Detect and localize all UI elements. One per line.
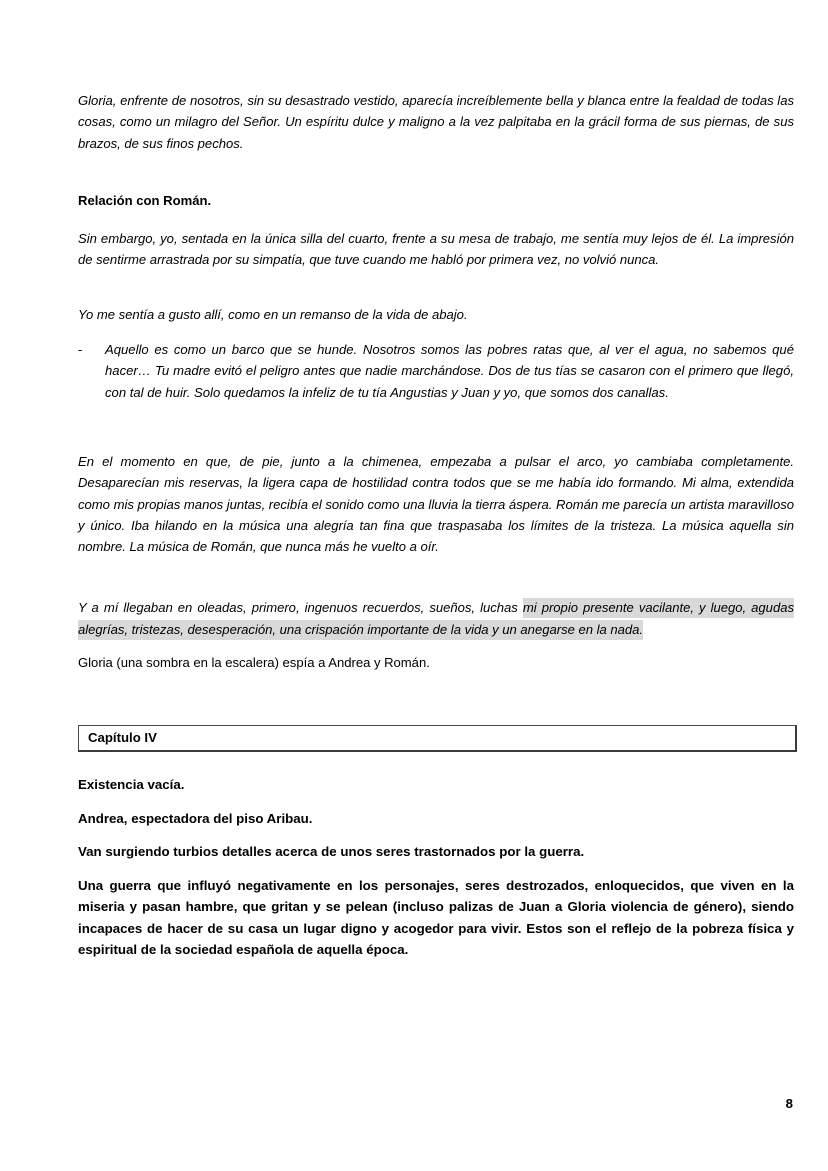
dash-bullet-marker: - xyxy=(78,342,83,358)
list-item-text: Aquello es como un barco que se hunde. Nosotros somos las pobres ratas que, al ver el agua, no sabemos qué hacer… Tu madre evitó el peligro antes que nadie marchándose. Dos de tus tías se casaron con el primero que llegó, con tal de huir. Solo quedamos la infeliz de tu tía Angustias y Juan y yo, que somos dos canallas. xyxy=(105,342,794,400)
highlighted-text-run: mi propio presente vacilante, y luego, agudas alegrías, tristezas, desesperación, una crispación importante de la vida y un anegarse en la nada. xyxy=(78,598,794,639)
heading-existencia-vacia: Existencia vacía. xyxy=(78,777,185,793)
heading-andrea-espectadora: Andrea, espectadora del piso Aribau. xyxy=(78,810,313,826)
spacer xyxy=(78,796,794,808)
spacer xyxy=(78,211,794,228)
spacer xyxy=(78,403,794,451)
page-number: 8 xyxy=(785,1096,793,1111)
spacer xyxy=(78,325,794,339)
paragraph-oleadas-highlighted xyxy=(78,597,794,640)
spacer xyxy=(78,557,794,597)
paragraph-gloria-description: Gloria, enfrente de nosotros, sin su desastrado vestido, aparecía increíblemente bella y blanca entre la fealdad de todas las cosas, como un milagro del Señor. Un espíritu dulce y maligno a la vez palpitaba en la grácil forma de sus piernas, de sus brazos, de sus finos pechos. xyxy=(78,93,794,151)
spacer xyxy=(78,154,794,190)
spacer xyxy=(78,271,794,304)
chapter-heading-box xyxy=(78,725,797,752)
document-body xyxy=(78,90,794,961)
list-item xyxy=(78,339,794,403)
spacer xyxy=(78,673,794,725)
paragraph-sin-embargo: Sin embargo, yo, sentada en la única silla del cuarto, frente a su mesa de trabajo, me sentía muy lejos de él. La impresión de sentirme arrastrada por su simpatía, que tuve cuando me habló por primera vez, no volvió nunca. xyxy=(78,231,794,268)
spacer xyxy=(78,829,794,841)
note-gloria-sombra: Gloria (una sombra en la escalera) espía a Andrea y Román. xyxy=(78,655,430,671)
paragraph-en-el-momento: En el momento en que, de pie, junto a la chimenea, empezaba a pulsar el arco, yo cambiaba completamente. Desaparecían mis reservas, la ligera capa de hostilidad contra todos que se me había ido formando. Mi alma, extendida como mis propias manos juntas, recibía el sonido como una lluvia la tierra áspera. Román me parecía un artista maravilloso y único. Iba hilando en la música una alegría tan fina que traspasaba los límites de la tristeza. La música aquella sin nombre. La música de Román, que nunca más he vuelto a oír. xyxy=(78,453,794,555)
heading-van-surgiendo: Van surgiendo turbios detalles acerca de unos seres trastornados por la guerra. xyxy=(78,844,585,860)
spacer xyxy=(78,640,794,652)
spacer xyxy=(78,752,794,774)
paragraph-una-guerra: Una guerra que influyó negativamente en los personajes, seres destrozados, enloquecidos, que viven en la miseria y pasan hambre, que gritan y se pelean (incluso palizas de Juan a Gloria violencia de género), siendo incapaces de hacer de su casa un lugar digno y acogedor para vivir. Estos son el reflejo de la pobreza física y espiritual de la sociedad española de aquella época. xyxy=(78,877,794,958)
heading-relacion-con-roman: Relación con Román. xyxy=(78,192,212,208)
chapter-title: Capítulo IV xyxy=(88,730,157,746)
spacer xyxy=(78,863,794,875)
paragraph-yo-me-sentia: Yo me sentía a gusto allí, como en un remanso de la vida de abajo. xyxy=(78,306,468,322)
oleadas-plain-run: Y a mí llegaban en oleadas, primero, ingenuos recuerdos, sueños, luchas xyxy=(78,600,523,616)
